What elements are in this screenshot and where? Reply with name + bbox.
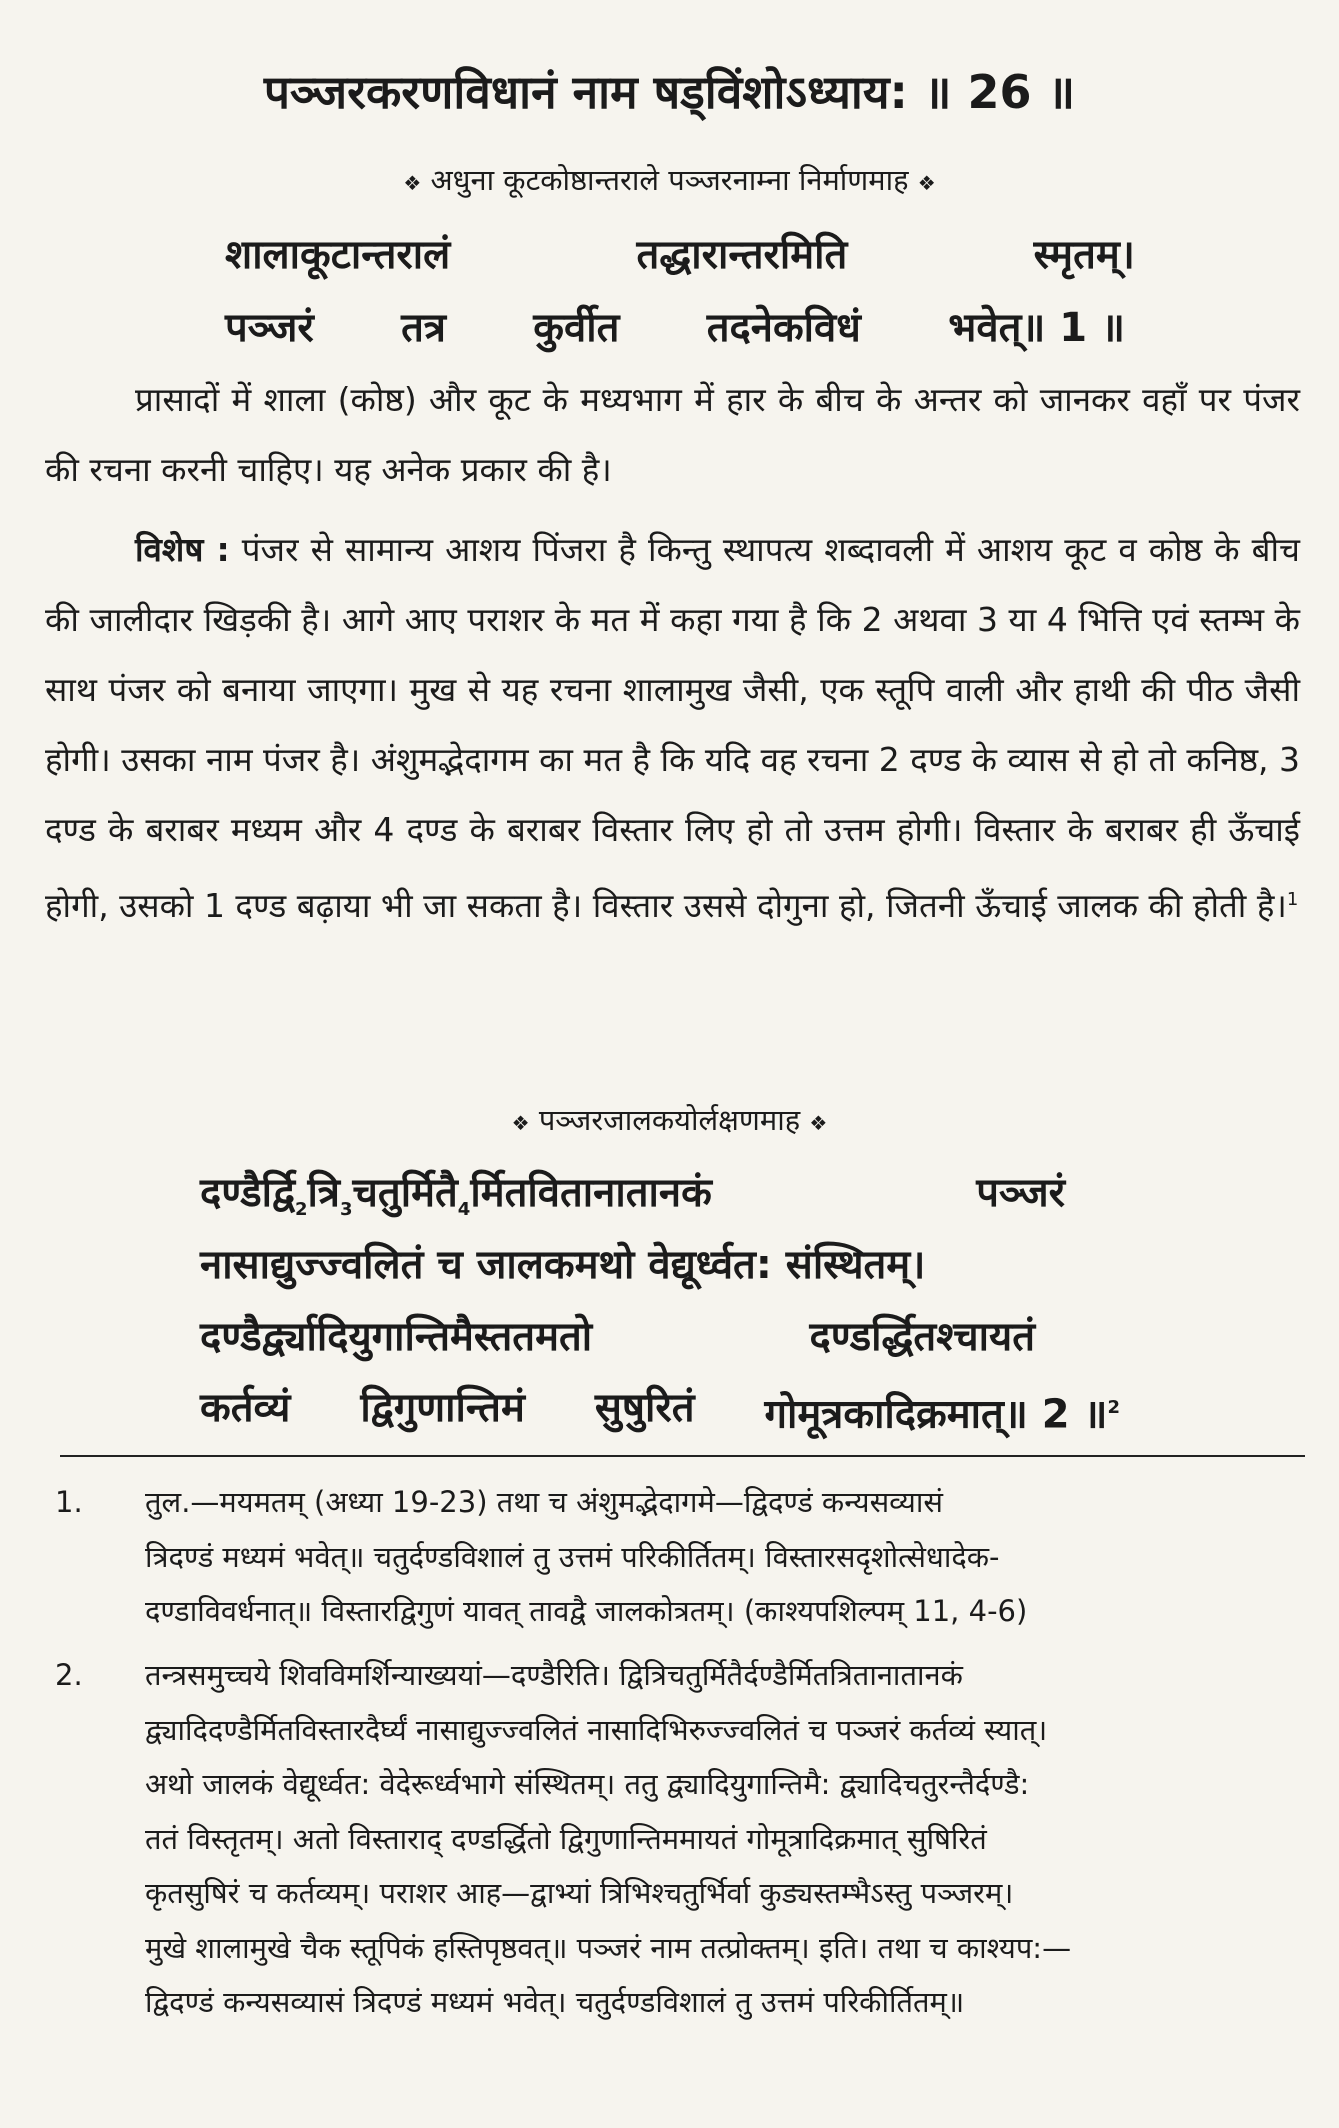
verse-word: द्विगुणान्तिमं: [360, 1385, 525, 1431]
verse-word: दण्डैर्द्व्यादियुगान्तिमैस्ततमतो: [200, 1314, 593, 1360]
chapter-title: पञ्जरकरणविधानं नाम षड्विंशोऽध्याय: ॥ 26 ॥: [263, 65, 1076, 119]
verse-word: $दण्डैर्द्वि_2त्रि_3चतुर्मितै_4र्मितवितानातानकं$: [200, 1170, 712, 1220]
section-heading-text: अधुना कूटकोष्ठान्तराले पञ्जरनाम्ना निर्माणमाह: [430, 163, 909, 197]
verse-word: भवेत्॥ 1 ॥: [948, 305, 1125, 351]
footnote-line: दण्डाविवर्धनात्॥ विस्तारद्विगुणं यावत् तावद्वै जालकोत्रतम्। (काश्यपशिल्पम् 11, 4-6): [145, 1594, 1028, 1628]
verse-word: कुर्वीत: [533, 305, 620, 351]
translation-paragraph: [45, 365, 1300, 505]
verse-line: [200, 1307, 1035, 1367]
footnote-ref: 1: [1286, 889, 1299, 910]
verse-word: सुषुरितं: [594, 1385, 695, 1431]
footnote-number: 1.: [55, 1485, 83, 1519]
verse-line: [200, 1378, 1120, 1444]
verse-word: तदनेकविधं: [706, 305, 861, 351]
verse-word: कर्तव्यं: [200, 1385, 291, 1431]
section-heading-text: पञ्जरजालकयोर्लक्षणमाह: [538, 1103, 801, 1137]
verse-word: दण्डर्द्धितश्चायतं: [809, 1314, 1035, 1360]
ornament-icon: ❖: [511, 1111, 530, 1135]
verse-word: स्मृतम्।: [1033, 232, 1135, 278]
note-label: विशेष :: [135, 530, 230, 569]
ornament-icon: ❖: [809, 1111, 828, 1135]
verse-word: तद्धारान्तरमिति: [636, 232, 848, 278]
footnote-line: कृतसुषिरं च कर्तव्यम्। पराशर आह—द्वाभ्यां त्रिभिश्चतुर्भिर्वा कुड्यस्तम्भैऽस्तु पञ्जरम्।: [145, 1876, 1014, 1910]
verse-line: [200, 1163, 1065, 1240]
note-paragraph: [45, 515, 1300, 941]
footnote-line: तुल.—मयमतम् (अध्या 19-23) तथा च अंशुमद्भेदागमे—द्विदण्डं कन्यसव्यासं: [145, 1485, 944, 1519]
section-heading-2: [0, 1100, 1339, 1143]
verse-word: नासाद्युज्ज्वलितं च जालकमथो वेद्यूर्ध्वत: संस्थितम्।: [200, 1242, 926, 1288]
footnote-line: मुखे शालामुखे चैक स्तूपिकं हस्तिपृष्ठवत्॥ पञ्जरं नाम तत्प्रोक्तम्। इति। तथा च काश्यप:—: [145, 1930, 1072, 1965]
footnote-line: त्रिदण्डं मध्यमं भवेत्॥ चतुर्दण्डविशालं तु उत्तमं परिकीर्तितम्। विस्तारसदृशोत्सेधादेक-: [145, 1539, 1000, 1574]
verse-word: गोमूत्रकादिक्रमात्॥ 2 ॥$^2$: [764, 1391, 1120, 1438]
verse-line: [200, 1235, 925, 1295]
footnote-number: 2.: [55, 1658, 83, 1692]
ornament-icon: ❖: [403, 171, 422, 195]
footnote-line: द्विदण्डं कन्यसव्यासं त्रिदण्डं मध्यमं भवेत्। चतुर्दण्डविशालं तु उत्तमं परिकीर्तितम्॥: [145, 1985, 965, 2019]
footnote-divider: [60, 1455, 1305, 1457]
translation-text: प्रासादों में शाला (कोष्ठ) और कूट के मध्यभाग में हार के बीच के अन्तर को जानकर वहाँ पर पंजर की रचना करनी चाहिए। यह अनेक प्रकार की है।: [45, 380, 1300, 489]
verse-line: [225, 298, 1125, 358]
footnote-line: अथो जालकं वेद्यूर्ध्वत: वेदेरूर्ध्वभागे संस्थितम्। ततु द्व्यादियुगान्तिमै: द्व्यादिचतुरन्तैर्दण्डै:: [145, 1767, 1030, 1801]
note-text: पंजर से सामान्य आशय पिंजरा है किन्तु स्थापत्य शब्दावली में आशय कूट व कोष्ठ के बीच की जालीदार खिड़की है। आगे आए पराशर के मत में कहा गया है कि 2 अथवा 3 या 4 भित्ति एवं स्तम्भ के साथ पंजर को बनाया जाएगा। मुख से यह रचना शालामुख जैसी, एक स्तूपि वाली और हाथी की पीठ जैसी होगी। उसका नाम पंजर है। अंशुमद्भेदागम का मत है कि यदि वह रचना 2 दण्ड के व्यास से हो तो कनिष्ठ, 3 दण्ड के बराबर मध्यम और 4 दण्ड के बराबर विस्तार लिए हो तो उत्तम होगी। विस्तार के बराबर ही ऊँचाई होगी, उसको 1 दण्ड बढ़ाया भी जा सकता है। विस्तार उससे दोगुना हो, जितनी ऊँचाई जालक की होती है।: [45, 530, 1301, 925]
verse-line: [225, 225, 1135, 285]
verse-word: शालाकूटान्तरालं: [225, 232, 451, 278]
verse-word: तत्र: [401, 305, 446, 351]
footnote-line: ततं विस्तृतम्। अतो विस्ताराद् दण्डर्द्धितो द्विगुणान्तिममायतं गोमूत्रादिक्रमात् सुषिरितं: [145, 1821, 987, 1856]
verse-word: पञ्जरं: [976, 1170, 1065, 1216]
footnote-ref: 2: [1107, 1397, 1120, 1418]
verse-word: पञ्जरं: [225, 305, 314, 351]
footnote-line: द्व्यादिदण्डैर्मितविस्तारदैर्घ्यं नासाद्युज्ज्वलितं नासादिभिरुज्ज्वलितं च पञ्जरं कर्तव्यं स्यात्।: [145, 1712, 1048, 1747]
ornament-icon: ❖: [917, 171, 936, 195]
section-heading-1: [0, 160, 1339, 203]
footnote-line: तन्त्रसमुच्चये शिवविमर्शिन्याख्ययां—दण्डैरिति। द्वित्रिचतुर्मितैर्दण्डैर्मितत्रितानातानकं: [145, 1658, 963, 1692]
